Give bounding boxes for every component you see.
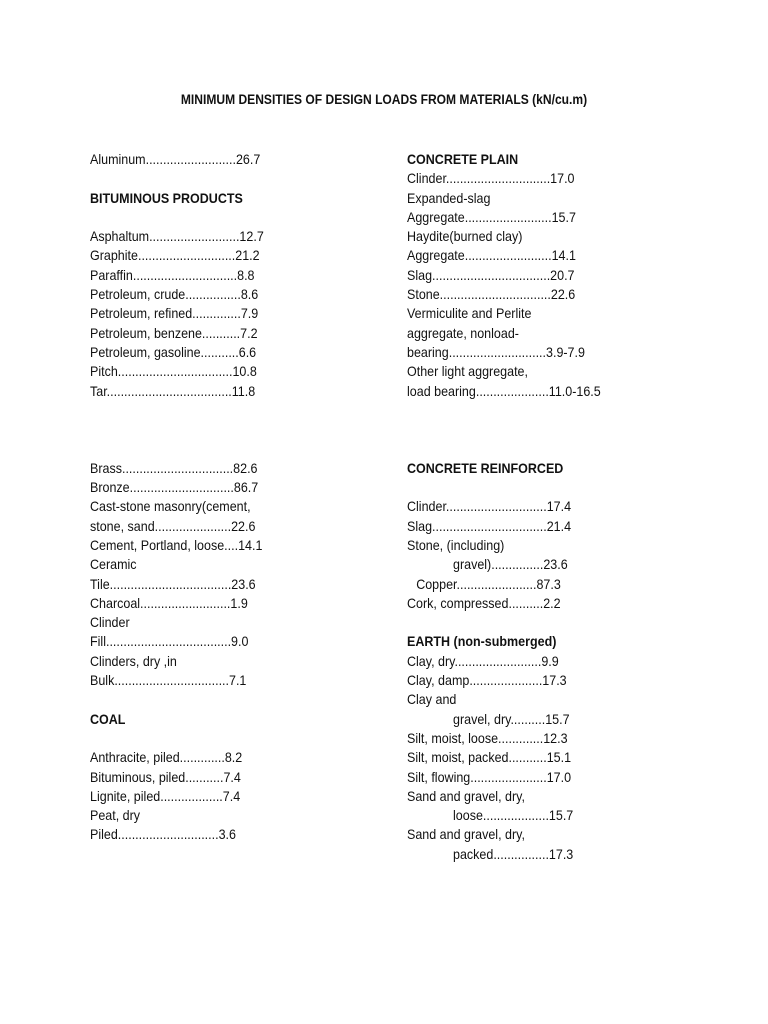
section-heading: BITUMINOUS PRODUCTS: [90, 190, 243, 206]
material-entry: Peat, dry: [90, 808, 141, 824]
material-entry: aggregate, nonload-: [407, 325, 519, 341]
material-entry: Cast-stone masonry(cement,: [90, 499, 251, 515]
material-entry: Clinder: [90, 615, 130, 631]
material-entry: Silt, moist, packed...........15.1: [407, 750, 572, 766]
material-entry: Stone................................22.6: [407, 287, 576, 303]
material-entry: Clay and: [407, 692, 457, 708]
left-column: [90, 150, 390, 845]
material-entry: Haydite(burned clay): [407, 229, 523, 245]
material-entry: Petroleum, gasoline...........6.6: [90, 344, 257, 360]
material-entry: Clay, damp.....................17.3: [407, 673, 567, 689]
material-entry: Aggregate.........................15.7: [407, 209, 576, 225]
material-entry: Cement, Portland, loose....14.1: [90, 537, 263, 553]
section-heading: EARTH (non-submerged): [407, 634, 557, 650]
material-entry: Bulk.................................7.1: [90, 673, 247, 689]
material-entry: Sand and gravel, dry,: [407, 827, 525, 843]
blank-line: [407, 401, 737, 420]
material-entry: stone, sand......................22.6: [90, 518, 256, 534]
blank-line: [90, 420, 390, 439]
page-title: MINIMUM DENSITIES OF DESIGN LOADS FROM MATERIALS (kN/cu.m): [180, 92, 588, 107]
material-entry: Bronze..............................86.7: [90, 480, 259, 496]
material-entry: Silt, moist, loose.............12.3: [407, 730, 568, 746]
blank-line: [90, 439, 390, 458]
material-entry: Aggregate.........................14.1: [407, 248, 576, 264]
material-entry: bearing............................3.9-7.9: [407, 344, 585, 360]
material-entry: Tile...................................23.6: [90, 576, 256, 592]
material-entry: gravel)...............23.6: [453, 557, 568, 573]
blank-line: [90, 169, 390, 188]
material-entry: Ceramic: [90, 557, 137, 573]
material-entry: Petroleum, refined..............7.9: [90, 306, 259, 322]
material-entry: Clinder..............................17.0: [407, 171, 575, 187]
material-entry: load bearing.....................11.0-16.5: [407, 383, 601, 399]
section-heading: COAL: [90, 711, 126, 727]
material-entry: Copper.......................87.3: [416, 576, 561, 592]
right-column: [407, 150, 737, 864]
blank-line: [90, 401, 390, 420]
material-entry: Paraffin..............................8.8: [90, 267, 255, 283]
material-entry: Expanded-slag: [407, 190, 491, 206]
section-heading: CONCRETE REINFORCED: [407, 460, 564, 476]
material-entry: Asphaltum..........................12.7: [90, 229, 264, 245]
material-entry: Other light aggregate,: [407, 364, 528, 380]
material-entry: Aluminum..........................26.7: [90, 152, 261, 167]
material-entry: Petroleum, benzene...........7.2: [90, 325, 258, 341]
material-entry: Brass................................82.6: [90, 460, 258, 476]
blank-line: [407, 478, 737, 497]
material-entry: loose...................15.7: [453, 808, 574, 824]
material-entry: Silt, flowing......................17.0: [407, 769, 572, 785]
material-entry: Lignite, piled..................7.4: [90, 788, 241, 804]
material-entry: Clay, dry.........................9.9: [407, 653, 559, 669]
material-entry: Piled.............................3.6: [90, 827, 236, 843]
material-entry: Charcoal..........................1.9: [90, 595, 248, 611]
blank-line: [407, 439, 737, 458]
material-entry: Stone, (including): [407, 537, 505, 553]
blank-line: [407, 420, 737, 439]
material-entry: Petroleum, crude................8.6: [90, 287, 259, 303]
material-entry: Fill....................................9.0: [90, 634, 249, 650]
material-entry: packed................17.3: [453, 846, 574, 862]
material-entry: Anthracite, piled.............8.2: [90, 750, 243, 766]
blank-line: [90, 729, 390, 748]
blank-line: [407, 613, 737, 632]
material-entry: Slag..................................20.7: [407, 267, 575, 283]
material-entry: Slag.................................21.4: [407, 518, 572, 534]
section-heading: CONCRETE PLAIN: [407, 152, 519, 167]
blank-line: [90, 690, 390, 709]
blank-line: [90, 208, 390, 227]
material-entry: Tar....................................11.8: [90, 383, 256, 399]
material-entry: Bituminous, piled...........7.4: [90, 769, 241, 785]
material-entry: Clinders, dry ,in: [90, 653, 177, 669]
material-entry: Sand and gravel, dry,: [407, 788, 525, 804]
material-entry: Clinder.............................17.4: [407, 499, 572, 515]
material-entry: Graphite............................21.2: [90, 248, 260, 264]
material-entry: Vermiculite and Perlite: [407, 306, 532, 322]
material-entry: Cork, compressed..........2.2: [407, 595, 561, 611]
material-entry: Pitch.................................10.8: [90, 364, 257, 380]
material-entry: gravel, dry..........15.7: [453, 711, 570, 727]
